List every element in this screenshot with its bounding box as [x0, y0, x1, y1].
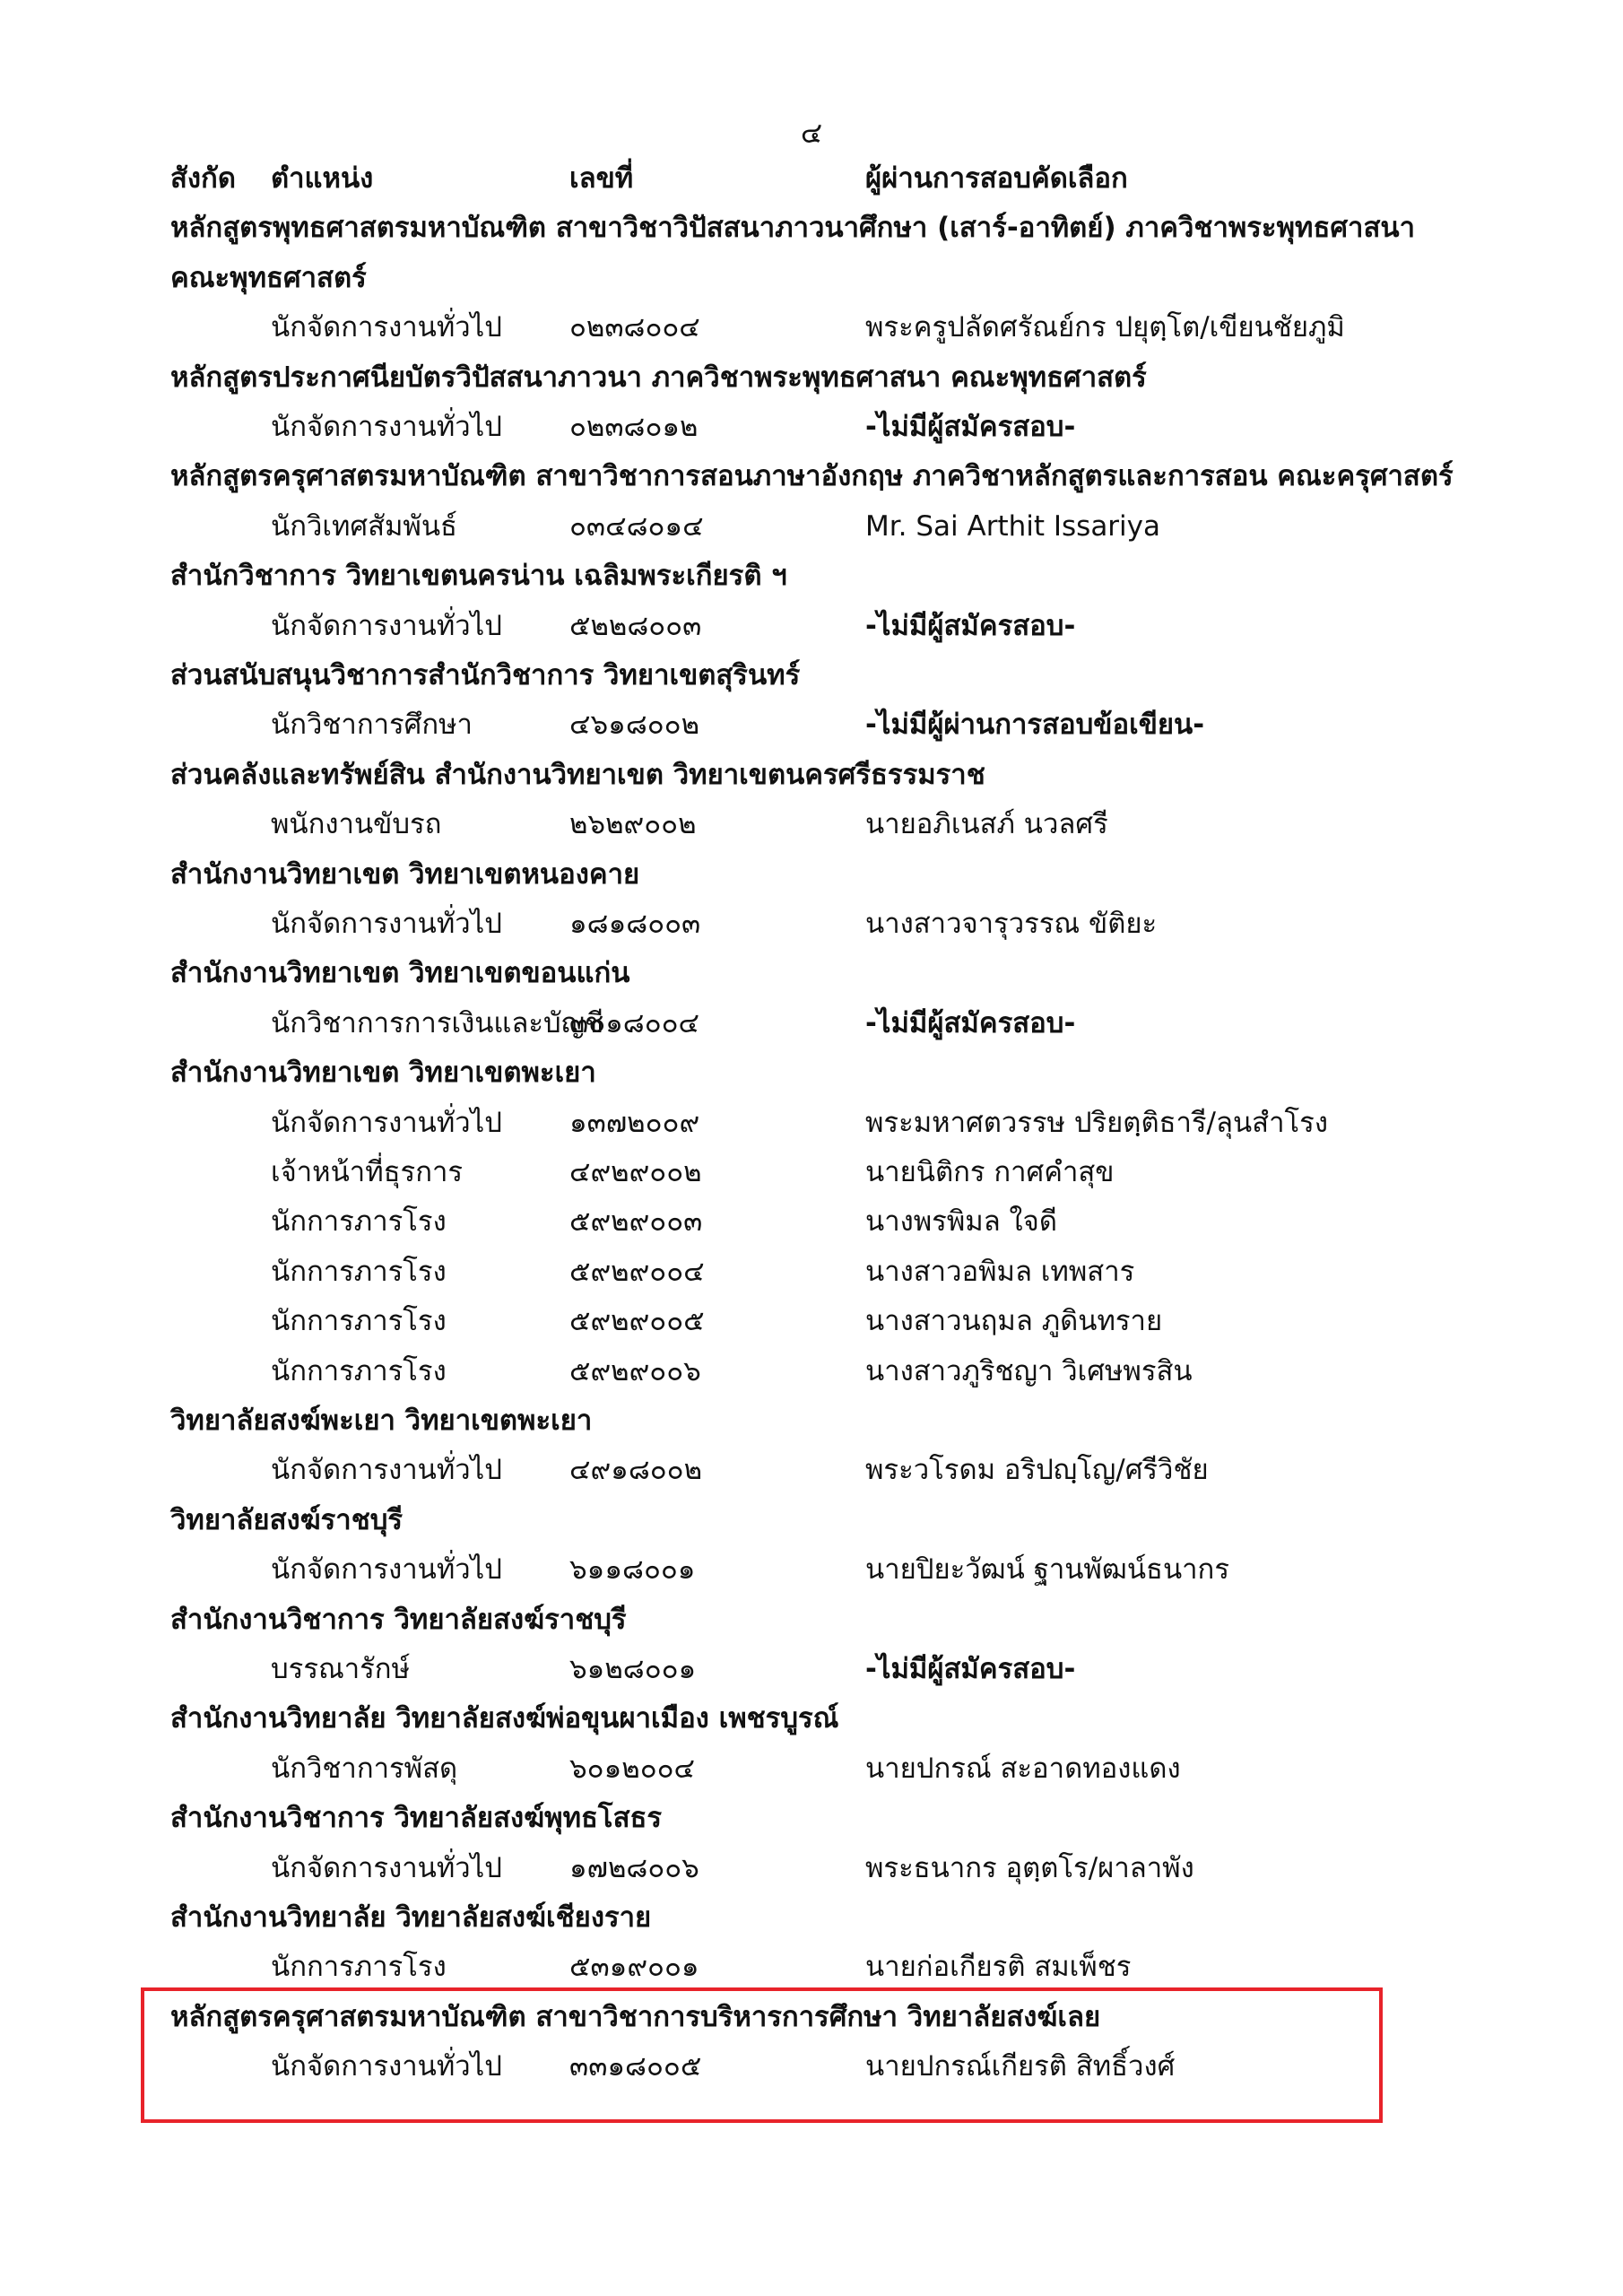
entry-row [170, 999, 1480, 1048]
entry-name: พระครูปลัดศรัณย์กร ปยุตฺโต/เขียนชัยภูมิ [865, 311, 1345, 344]
entry-number: ๖๑๒๘๐๐๑ [569, 1652, 697, 1685]
entry-number: ๒๖๒๙๐๐๒ [569, 808, 697, 841]
entry-position: นักการภารโรง [271, 1305, 447, 1338]
group-heading: สำนักวิชาการ วิทยาเขตนครน่าน เฉลิมพระเกียรติ ฯ [170, 560, 787, 593]
entry-row [170, 602, 1480, 651]
entry-position: นักวิชาการการเงินและบัญชี [271, 1006, 604, 1039]
entry-name: นายปกรณ์ สะอาดทองแดง [865, 1752, 1181, 1785]
group-heading: สำนักงานวิทยาเขต วิทยาเขตขอนแก่น [170, 957, 630, 990]
entry-number: ๔๙๑๘๐๐๒ [569, 1454, 703, 1487]
entry-row [170, 1446, 1480, 1495]
entry-row [170, 303, 1480, 352]
entry-number: ๔๖๑๘๐๐๒ [569, 709, 700, 742]
group-heading: สำนักงานวิชาการ วิทยาลัยสงฆ์พุทธโสธร [170, 1802, 663, 1835]
highlight-box [141, 1987, 1383, 2123]
entry-status-note: -ไม่มีผู้สมัครสอบ- [865, 411, 1076, 443]
entry-position: นักจัดการงานทั่วไป [271, 1553, 502, 1587]
entry-name: นายปกรณ์เกียรติ สิทธิ์วงศ์ [865, 2050, 1176, 2083]
entry-status-note: -ไม่มีผู้สมัครสอบ- [865, 1652, 1076, 1685]
entry-position: นักจัดการงานทั่วไป [271, 1851, 502, 1884]
group-heading: สำนักงานวิชาการ วิทยาลัยสงฆ์ราชบุรี [170, 1603, 627, 1636]
entry-row [170, 1645, 1480, 1694]
entry-number: ๕๙๒๙๐๐๕ [569, 1305, 705, 1338]
group-heading: ส่วนคลังและทรัพย์สิน สำนักงานวิทยาเขต วิทยาเขตนครศรีธรรมราช [170, 758, 985, 791]
header-passed: ผู้ผ่านการสอบคัดเลือก [865, 162, 1128, 195]
entry-position: นักการภารโรง [271, 1354, 447, 1387]
entry-name: นางสาวภูริชญา วิเศษพรสิน [865, 1354, 1193, 1387]
entry-row [170, 800, 1480, 849]
entry-position: เจ้าหน้าที่ธุรการ [271, 1155, 464, 1188]
entry-position: นักจัดการงานทั่วไป [271, 2050, 502, 2083]
entry-number: ๐๓๔๘๐๑๔ [569, 509, 704, 543]
group-heading: สำนักงานวิทยาเขต วิทยาเขตพะเยา [170, 1057, 596, 1090]
entry-number: ๐๒๓๘๐๑๒ [569, 411, 699, 443]
entry-name: นางพรพิมล ใจดี [865, 1205, 1057, 1239]
group-heading: วิทยาลัยสงฆ์ราชบุรี [170, 1503, 404, 1536]
entry-name: พระธนากร อุตฺตโร/ผาลาพัง [865, 1851, 1194, 1884]
entry-row [170, 1248, 1480, 1297]
group-heading: หลักสูตรครุศาสตรมหาบัณฑิต สาขาวิชาการบริหารการศึกษา วิทยาลัยสงฆ์เลย [170, 2000, 1101, 2033]
entry-position: นักวิชาการพัสดุ [271, 1752, 458, 1785]
entry-number: ๑๘๑๘๐๐๓ [569, 907, 701, 940]
group-heading: สำนักงานวิทยาเขต วิทยาเขตหนองคาย [170, 857, 640, 891]
entry-status-note: -ไม่มีผู้สมัครสอบ- [865, 1006, 1076, 1039]
groups-container [170, 204, 1480, 2092]
column-header [170, 154, 1480, 204]
header-position: ตำแหน่ง [271, 162, 374, 195]
results-list [170, 154, 1480, 2092]
entry-row [170, 1099, 1480, 1148]
entry-name: พระวโรดม อริปญฺโญ/ศรีวิชัย [865, 1454, 1209, 1487]
entry-number: ๑๓๗๒๐๐๙ [569, 1106, 700, 1139]
entry-name: นางสาวนฤมล ภูดินทราย [865, 1305, 1163, 1338]
entry-number: ๑๗๒๘๐๐๖ [569, 1851, 699, 1884]
entry-position: นักจัดการงานทั่วไป [271, 1454, 502, 1487]
group-heading: หลักสูตรพุทธศาสตรมหาบัณฑิต สาขาวิชาวิปัสสนาภาวนาศึกษา (เสาร์-อาทิตย์) ภาควิชาพระพุทธศาสนา คณะพุทธศาสตร์ [170, 212, 1415, 294]
group-heading: สำนักงานวิทยาลัย วิทยาลัยสงฆ์พ่อขุนผาเมือง เพชรบูรณ์ [170, 1702, 839, 1735]
entry-number: ๖๐๑๒๐๐๔ [569, 1752, 696, 1785]
entry-position: พนักงานขับรถ [271, 808, 442, 841]
entry-row [170, 403, 1480, 452]
group-heading: วิทยาลัยสงฆ์พะเยา วิทยาเขตพะเยา [170, 1404, 593, 1437]
entry-number: ๓๓๑๘๐๐๕ [569, 2050, 702, 2083]
entry-position: บรรณารักษ์ [271, 1652, 410, 1685]
entry-position: นักจัดการงานทั่วไป [271, 907, 502, 940]
group-heading: สำนักงานวิทยาลัย วิทยาลัยสงฆ์เชียงราย [170, 1900, 652, 1934]
header-number: เลขที่ [569, 162, 634, 195]
entry-name: พระมหาศตวรรษ ปริยตฺติธารี/ลุนสำโรง [865, 1106, 1328, 1139]
header-unit: สังกัด [170, 162, 236, 195]
page-number: ๔ [800, 116, 823, 150]
entry-name: นายก่อเกียรติ สมเพ็ชร [865, 1951, 1132, 1984]
entry-number: ๓๐๑๘๐๐๔ [569, 1006, 700, 1039]
entry-number: ๔๙๒๙๐๐๒ [569, 1155, 702, 1188]
entry-row [170, 700, 1480, 750]
entry-name: นายอภิเนสภ์ นวลศรี [865, 808, 1108, 841]
entry-number: ๐๒๓๘๐๐๔ [569, 311, 700, 344]
entry-status-note: -ไม่มีผู้สมัครสอบ- [865, 609, 1076, 642]
entry-position: นักการภารโรง [271, 1205, 447, 1239]
entry-row [170, 1148, 1480, 1197]
entry-position: นักจัดการงานทั่วไป [271, 609, 502, 642]
entry-status-note: -ไม่มีผู้ผ่านการสอบข้อเขียน- [865, 709, 1205, 742]
entry-row [170, 1545, 1480, 1595]
entry-position: นักวิเทศสัมพันธ์ [271, 509, 457, 543]
entry-number: ๕๙๒๙๐๐๔ [569, 1255, 705, 1288]
entry-name: นายนิติกร กาศคำสุข [865, 1155, 1115, 1188]
entry-position: นักการภารโรง [271, 1255, 447, 1288]
entry-number: ๕๒๒๘๐๐๓ [569, 609, 702, 642]
entry-row [170, 1347, 1480, 1396]
entry-row [170, 900, 1480, 949]
entry-position: นักจัดการงานทั่วไป [271, 311, 502, 344]
entry-row [170, 1297, 1480, 1346]
entry-name: Mr. Sai Arthit Issariya [865, 509, 1161, 543]
entry-row [170, 1943, 1480, 1992]
group-heading: ส่วนสนับสนุนวิชาการสำนักวิชาการ วิทยาเขตสุรินทร์ [170, 658, 801, 691]
entry-row [170, 1197, 1480, 1247]
entry-row [170, 1844, 1480, 1893]
entry-position: นักการภารโรง [271, 1951, 447, 1984]
entry-number: ๕๙๒๙๐๐๓ [569, 1205, 703, 1239]
entry-name: นายปิยะวัฒน์ ฐานพัฒน์ธนากร [865, 1553, 1229, 1587]
entry-position: นักวิชาการศึกษา [271, 709, 473, 742]
entry-name: นางสาวจารุวรรณ ขัติยะ [865, 907, 1158, 940]
entry-number: ๕๙๒๙๐๐๖ [569, 1354, 701, 1387]
entry-number: ๖๑๑๘๐๐๑ [569, 1553, 696, 1587]
entry-number: ๕๓๑๙๐๐๑ [569, 1951, 699, 1984]
entry-row [170, 502, 1480, 552]
entry-position: นักจัดการงานทั่วไป [271, 411, 502, 443]
group-heading: หลักสูตรประกาศนียบัตรวิปัสสนาภาวนา ภาควิชาพระพุทธศาสนา คณะพุทธศาสตร์ [170, 361, 1147, 394]
entry-position: นักจัดการงานทั่วไป [271, 1106, 502, 1139]
group-heading: หลักสูตรครุศาสตรมหาบัณฑิต สาขาวิชาการสอนภาษาอังกฤษ ภาควิชาหลักสูตรและการสอน คณะครุศาสตร์ [170, 460, 1454, 493]
entry-name: นางสาวอพิมล เทพสาร [865, 1255, 1135, 1288]
entry-row [170, 1744, 1480, 1794]
